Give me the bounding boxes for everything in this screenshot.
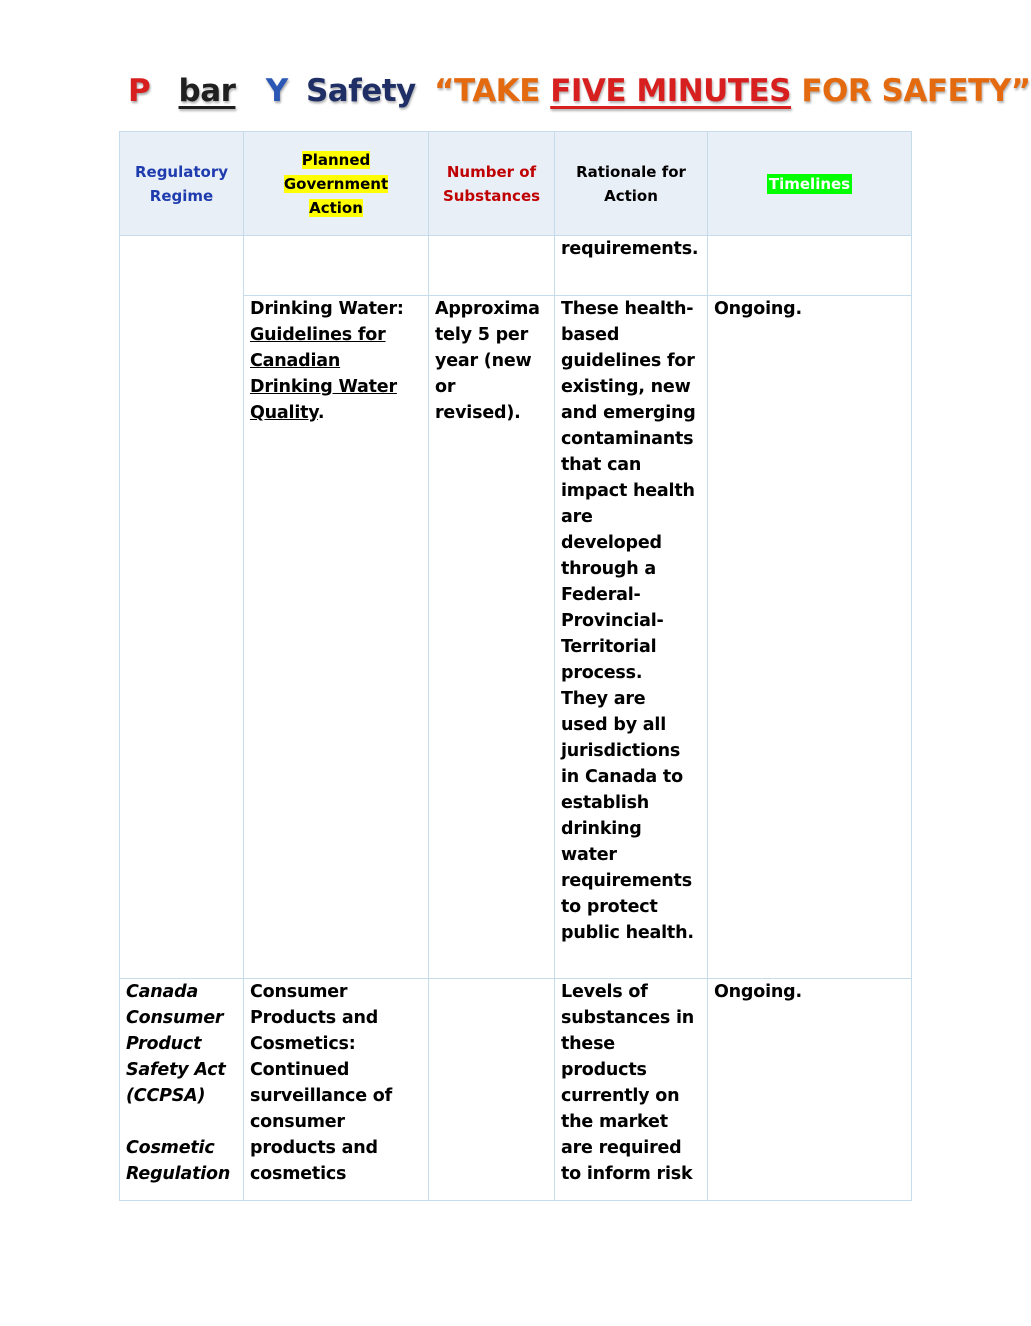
banner-take: TAKE: [453, 73, 540, 109]
guidelines-link-line-3[interactable]: Drinking Water: [250, 377, 397, 397]
header-planned-line-3: Action: [309, 198, 363, 217]
cell-action-empty: [244, 236, 429, 296]
guidelines-link-line-1[interactable]: Guidelines for: [250, 325, 386, 345]
rationale-line: Levels of: [561, 982, 648, 1002]
rationale-line: products: [561, 1060, 647, 1080]
action-line: consumer: [250, 1112, 345, 1132]
number-line: or: [435, 377, 456, 397]
header-regulatory-regime: [120, 132, 244, 236]
rationale-line: existing, new: [561, 377, 691, 397]
rationale-line: impact health: [561, 481, 695, 501]
rationale-line: developed: [561, 533, 662, 553]
banner-for-safety: FOR SAFETY: [801, 73, 1011, 109]
rationale-line: to inform risk: [561, 1164, 693, 1184]
cell-regime: [120, 979, 244, 1201]
action-line: products and: [250, 1138, 378, 1158]
header-timelines: [708, 132, 912, 236]
action-line: Products and: [250, 1008, 379, 1028]
rationale-line: these: [561, 1034, 615, 1054]
number-line: year (new: [435, 351, 532, 371]
action-line: Consumer: [250, 982, 348, 1002]
banner-five-minutes: FIVE MINUTES: [550, 73, 792, 109]
timeline-text: Ongoing.: [714, 982, 802, 1002]
rationale-line: They are: [561, 689, 646, 709]
header-rationale-line-2: Action: [604, 186, 658, 205]
document-banner: [128, 66, 1031, 116]
banner-safety: Safety: [305, 73, 416, 109]
guidelines-link-line-2[interactable]: Canadian: [250, 351, 341, 371]
rationale-line: jurisdictions: [561, 741, 681, 761]
rationale-line: are: [561, 507, 593, 527]
header-timelines-label: Timelines: [768, 174, 851, 193]
rationale-line: substances in: [561, 1008, 695, 1028]
cell-timeline: [708, 296, 912, 979]
table-header-row: [120, 132, 912, 236]
rationale-line: Territorial: [561, 637, 657, 657]
cell-rationale: [555, 979, 708, 1201]
rationale-line: to protect: [561, 897, 658, 917]
regime-line: Product: [126, 1034, 202, 1054]
action-suffix: .: [317, 403, 325, 423]
rationale-line: are required: [561, 1138, 682, 1158]
rationale-line: based: [561, 325, 620, 345]
rationale-line: in Canada to: [561, 767, 683, 787]
number-line: Approxima: [435, 299, 540, 319]
cell-action: [244, 296, 429, 979]
banner-open-quote: “: [434, 73, 454, 109]
regulatory-table: [119, 131, 912, 1201]
banner-p: P: [128, 73, 151, 109]
cell-regime-empty: [120, 236, 244, 979]
regime-line: Canada: [126, 982, 199, 1002]
rationale-line: guidelines for: [561, 351, 695, 371]
rationale-line: drinking: [561, 819, 642, 839]
rationale-line: Federal-: [561, 585, 641, 605]
number-line: revised).: [435, 403, 521, 423]
action-line: Cosmetics:: [250, 1034, 356, 1054]
header-number-line-1: Number of: [446, 162, 537, 181]
banner-close-quote: ”: [1010, 73, 1031, 109]
action-line: cosmetics: [250, 1164, 347, 1184]
cell-number-empty: [429, 236, 555, 296]
rationale-line: currently on: [561, 1086, 680, 1106]
rationale-line: process.: [561, 663, 643, 683]
header-planned-line-1: Planned: [301, 150, 371, 169]
regime-line: Safety Act: [126, 1060, 226, 1080]
header-regime-line-1: Regulatory: [134, 162, 229, 181]
timeline-text: Ongoing.: [714, 299, 802, 319]
cell-timeline: [708, 979, 912, 1201]
banner-bar: bar: [178, 73, 236, 109]
cell-number: [429, 296, 555, 979]
action-line: surveillance of: [250, 1086, 393, 1106]
regime-line: (CCPSA): [126, 1086, 206, 1106]
action-line: Continued: [250, 1060, 350, 1080]
number-line: tely 5 per: [435, 325, 529, 345]
rationale-line: the market: [561, 1112, 668, 1132]
header-rationale: [555, 132, 708, 236]
table-row: [120, 236, 912, 296]
header-planned-line-2: Government: [283, 174, 389, 193]
cell-rationale: [555, 236, 708, 296]
cell-action: [244, 979, 429, 1201]
rationale-line: contaminants: [561, 429, 694, 449]
header-rationale-line-1: Rationale for: [576, 162, 686, 181]
guidelines-link-line-4[interactable]: Quality: [250, 403, 318, 423]
rationale-line: that can: [561, 455, 642, 475]
cell-timeline-empty: [708, 236, 912, 296]
header-regime-line-2: Regime: [149, 186, 214, 205]
rationale-line: These health-: [561, 299, 694, 319]
table-row: [120, 979, 912, 1201]
rationale-line: public health.: [561, 923, 694, 943]
rationale-line: Provincial-: [561, 611, 664, 631]
rationale-line: requirements: [561, 871, 692, 891]
rationale-line: establish: [561, 793, 650, 813]
regime-line: Cosmetic: [126, 1138, 215, 1158]
regime-line: Consumer: [126, 1008, 224, 1028]
cell-rationale: [555, 296, 708, 979]
rationale-line: used by all: [561, 715, 666, 735]
rationale-line: and emerging: [561, 403, 696, 423]
regime-spacer: [126, 1109, 237, 1135]
header-number-line-2: Substances: [442, 186, 541, 205]
regime-line: Regulation: [126, 1164, 231, 1184]
action-prefix: Drinking Water:: [250, 299, 404, 319]
cell-number-empty: [429, 979, 555, 1201]
rationale-line: water: [561, 845, 617, 865]
rationale-line: requirements.: [561, 239, 699, 259]
banner-y: Y: [265, 73, 288, 109]
rationale-line: through a: [561, 559, 657, 579]
header-planned-action: [244, 132, 429, 236]
header-number-of-substances: [429, 132, 555, 236]
